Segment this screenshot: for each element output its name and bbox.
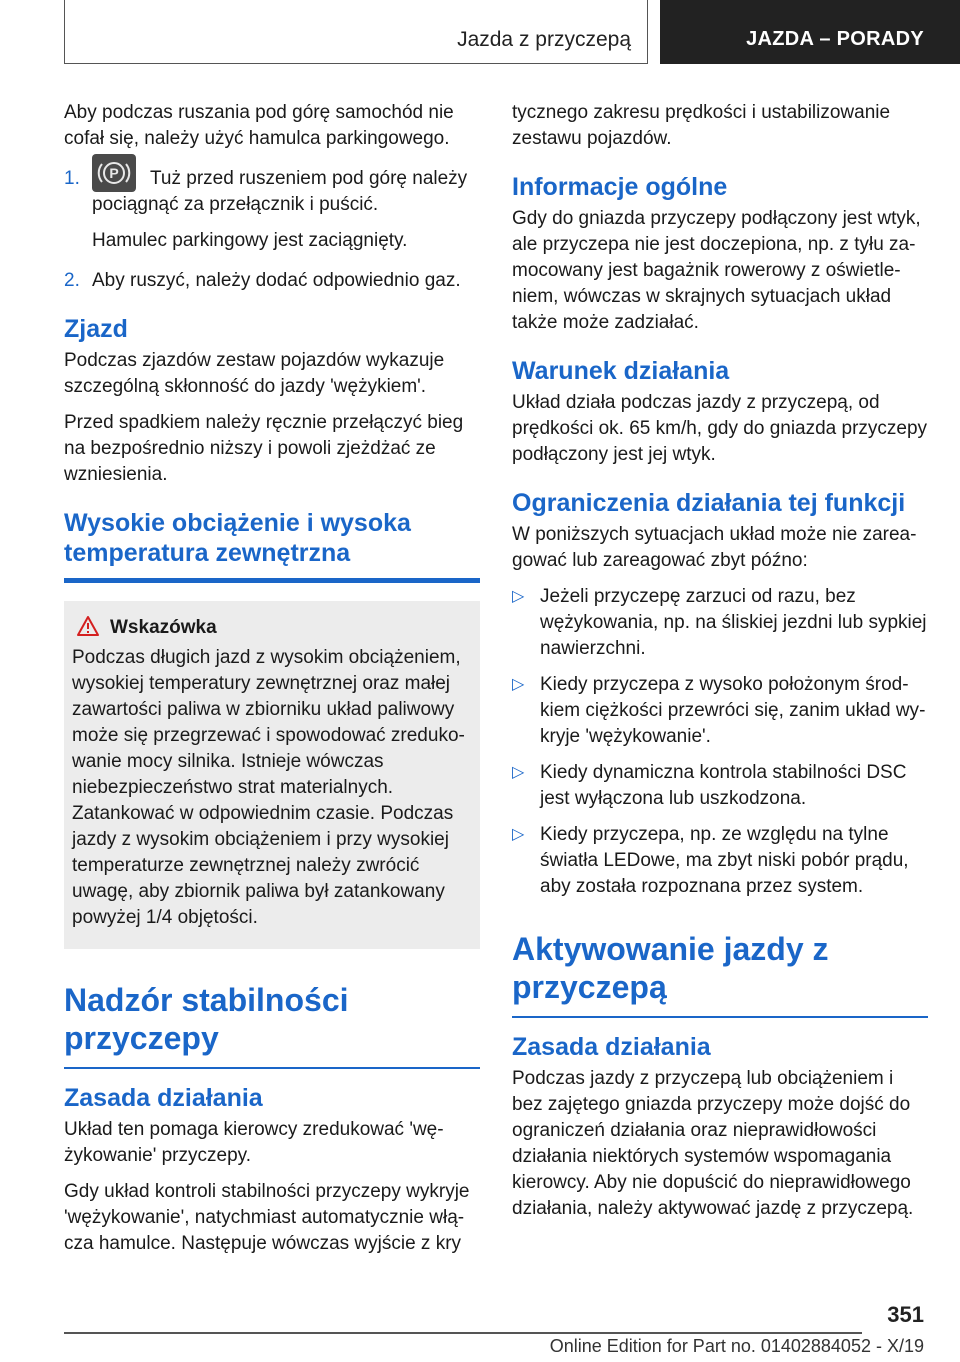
triangle-bullet-icon: ▷ bbox=[512, 826, 525, 843]
chapter-tab bbox=[660, 0, 960, 64]
list-item bbox=[512, 822, 928, 900]
step-2-number: 2. bbox=[64, 270, 80, 291]
limits-intro: W poniższych sytuacjach układ może nie zareagować lub zareagować zbyt późno: bbox=[512, 524, 917, 571]
triangle-bullet-icon: ▷ bbox=[512, 588, 525, 605]
list-item bbox=[512, 672, 928, 750]
general-heading: Informacje ogólne bbox=[512, 173, 728, 201]
principle-paragraph-2: Gdy układ kontroli stabilności przyczepy wykryje 'wężykowanie', natychmiast automatycznie włącza hamulce. Następuje wówczas wyjście z kry bbox=[64, 1180, 470, 1254]
principle-paragraph-1: Układ ten pomaga kierowcy zredukować 'wężykowanie' przyczepy. bbox=[64, 1118, 444, 1166]
section-title: Jazda z przyczepą bbox=[457, 28, 631, 51]
activate-sub-heading: Zasada działania bbox=[512, 1032, 711, 1061]
footer-rule bbox=[64, 1332, 862, 1334]
intro-paragraph: Aby podczas ruszania pod górę samochód nie cofał się, należy użyć hamulca parkingowego. bbox=[64, 102, 454, 149]
condition-paragraph: Układ działa podczas jazdy z przyczepą, od prędkości ok. 65 km/h, gdy do gniazda przyczepy podłączony jest jej wtyk. bbox=[512, 392, 928, 465]
list-item-text: Kiedy przyczepa z wysoko położonym środkiem ciężkości przewróci się, zanim układ wykryje 'wężykowanie'. bbox=[540, 674, 926, 747]
parking-brake-icon bbox=[92, 154, 136, 192]
edition-text: Online Edition for Part no. 01402884052 - X/19 bbox=[549, 1336, 924, 1356]
continuation-paragraph: tycznego zakresu prędkości i ustabilizowanie zestawu pojazdów. bbox=[512, 102, 891, 149]
warning-header bbox=[110, 615, 472, 641]
list-item bbox=[512, 584, 928, 662]
warning-text: Podczas długich jazd z wysokim obciążeniem, wysokiej temperatury zewnętrznej oraz małej zawartości paliwa w zbiorniku układ paliwowy może się przegrzewać i spowodować zredukowanie mocy silnika. Istnieje wówczas niebezpieczeństwo strat materialnych. Zatankować w odpowiednim czasie. Podczas jazdy z wysokim obciążeniem i przy wysokiej temperaturze zewnętrznej należy zwrócić uwagę, aby zbiornik paliwa był zatankowany powyżej 1/4 objętości. bbox=[72, 647, 465, 928]
step-2 bbox=[64, 268, 480, 294]
step-1 bbox=[64, 166, 480, 254]
zjazd-paragraph-1: Podczas zjazdów zestaw pojazdów wykazuje szczególną skłonność do jazdy 'wężykiem'. bbox=[64, 350, 445, 397]
warning-box bbox=[64, 601, 480, 949]
list-item bbox=[512, 760, 928, 812]
stability-heading: Nadzór stabilności przyczepy bbox=[64, 982, 349, 1056]
step-1-result: Hamulec parkingowy jest zaciągnięty. bbox=[92, 230, 408, 251]
heading-rule bbox=[64, 578, 480, 583]
step-2-text: Aby ruszyć, należy dodać odpowiednio gaz. bbox=[92, 270, 461, 291]
triangle-bullet-icon: ▷ bbox=[512, 676, 525, 693]
activate-paragraph: Podczas jazdy z przyczepą lub obciążeniem i bez zajętego gniazda przyczepy może dojść do ograniczeń działania oraz nieprawidłowości działania niektórych systemów wspomagania kierowcy. Aby nie dopuścić do nieprawidłowego działania, należy aktywować jazdę z przyczepą. bbox=[512, 1067, 914, 1219]
zjazd-heading: Zjazd bbox=[64, 315, 128, 343]
list-item-text: Kiedy dynamiczna kontrola stabilności DSC jest wyłączona lub uszkodzona. bbox=[540, 762, 907, 809]
step-1-number: 1. bbox=[64, 168, 80, 189]
triangle-bullet-icon: ▷ bbox=[512, 764, 525, 781]
chapter-title: JAZDA – PORADY bbox=[746, 28, 924, 50]
limits-heading: Ograniczenia działania tej funkcji bbox=[512, 489, 906, 517]
svg-text:P: P bbox=[109, 165, 119, 181]
principle-heading: Zasada działania bbox=[64, 1083, 263, 1112]
warning-triangle-icon bbox=[76, 615, 100, 645]
left-column bbox=[64, 100, 480, 1267]
general-paragraph: Gdy do gniazda przyczepy podłączony jest wtyk, ale przyczepa nie jest doczepiona, np. z tyłu zamocowany jest bagażnik rowerowy z oświetleniem, wówczas w skrajnych sytuacjach układ także może zadziałać. bbox=[512, 208, 921, 333]
list-item-text: Jeżeli przyczepę zarzuci od razu, bez wężykowania, np. na śliskiej jezdni lub sypkiej nawierzchni. bbox=[540, 586, 927, 659]
condition-heading: Warunek działania bbox=[512, 357, 730, 385]
right-column bbox=[512, 100, 928, 1232]
page-number: 351 bbox=[887, 1302, 924, 1327]
header-section-box bbox=[64, 0, 648, 64]
step-1-text: Tuż przed ruszeniem pod górę należy pociągnąć za przełącznik i puścić. bbox=[92, 168, 468, 215]
stability-rule bbox=[64, 1067, 480, 1069]
activate-rule bbox=[512, 1016, 928, 1018]
load-heading: Wysokie obciążenie i wysoka temperatura zewnętrzna bbox=[64, 509, 411, 567]
list-item-text: Kiedy przyczepa, np. ze względu na tylne światła LEDowe, ma zbyt niski pobór prądu, aby została rozpoznana przez system. bbox=[540, 824, 909, 897]
warning-title: Wskazówka bbox=[110, 617, 217, 638]
activate-heading: Aktywowanie jazdy z przyczepą bbox=[512, 931, 829, 1005]
zjazd-paragraph-2: Przed spadkiem należy ręcznie przełączyć bieg na bezpośrednio niższy i powoli zjeżdżać ze wzniesienia. bbox=[64, 412, 464, 485]
